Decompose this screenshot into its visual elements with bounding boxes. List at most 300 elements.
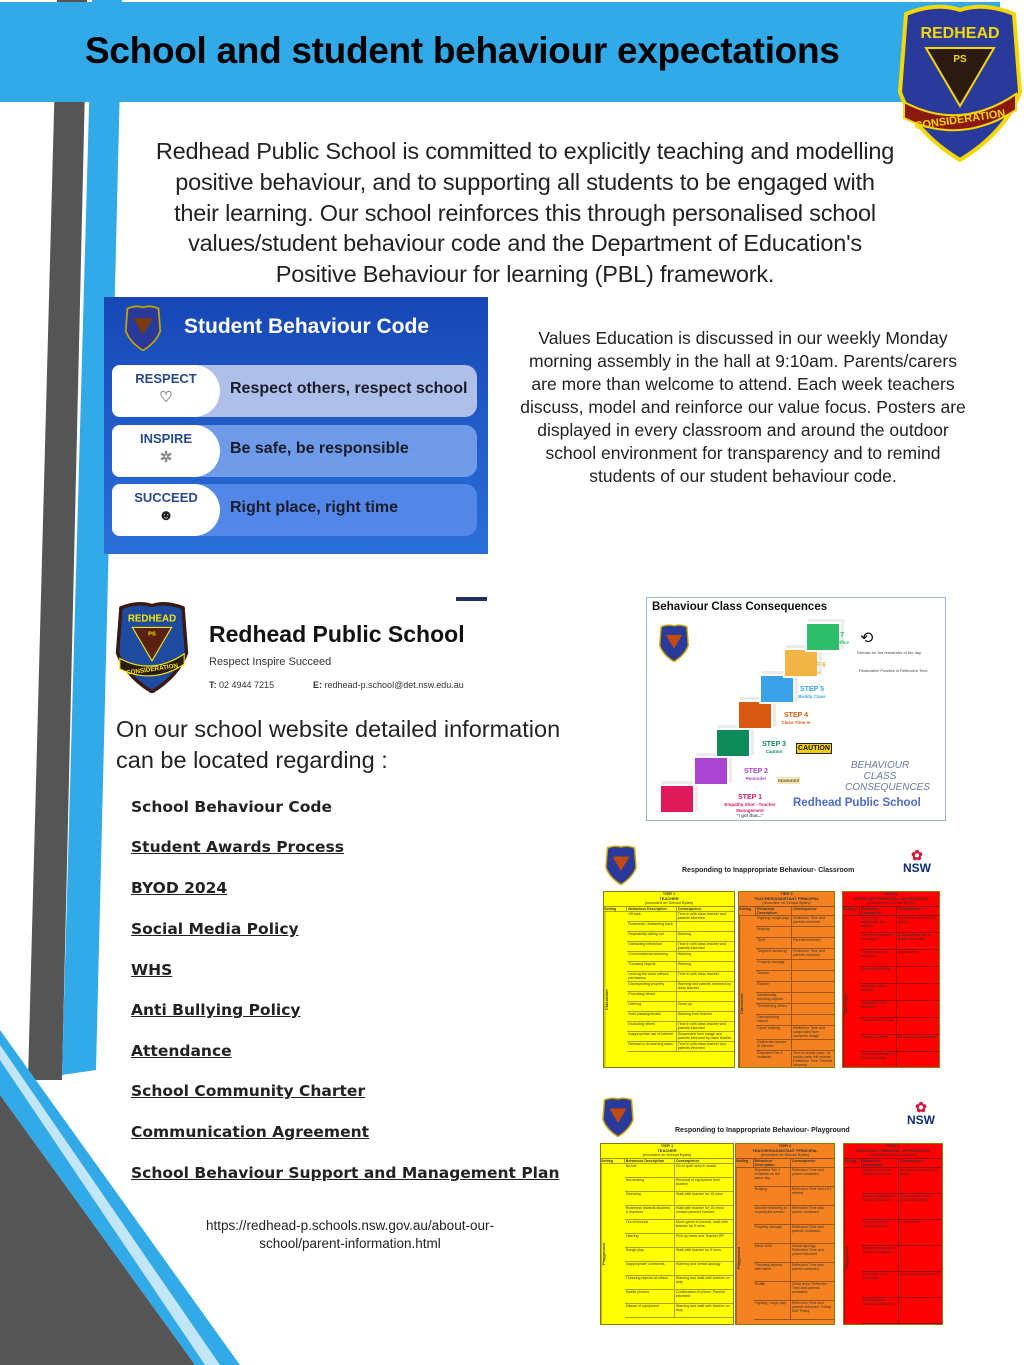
table-row — [625, 1178, 733, 1192]
table-row — [756, 982, 834, 993]
intro-line: values/student behaviour code and the Department of Education's — [188, 230, 862, 257]
table-text: Unacceptable risk to health and safety — [899, 1193, 933, 1203]
table-text: Misuse of equipment — [625, 1304, 675, 1317]
table-text — [792, 1004, 834, 1014]
page-title: School and student behaviour expectations — [85, 30, 840, 71]
step-number: STEP 4 — [784, 712, 808, 719]
table-row — [860, 984, 939, 1001]
table-row — [860, 1035, 939, 1052]
table-row — [627, 1042, 734, 1052]
code-label: INSPIRE — [139, 431, 192, 446]
step-description: Reminder — [745, 776, 767, 781]
table-text: Discriminatory, sexual harassment — [862, 1298, 899, 1323]
code-text: Respect others, respect school — [230, 380, 468, 397]
table-row — [625, 1192, 733, 1206]
table-row — [754, 1301, 834, 1320]
table-text: Intentional aggression and violence — [860, 916, 896, 932]
table-row — [625, 1248, 733, 1262]
column-header: Consequence — [793, 906, 817, 911]
code-row-succeed — [112, 484, 477, 536]
setting-cell: Classroom — [604, 912, 627, 1068]
school-crest-small — [604, 845, 638, 885]
code-label: RESPECT — [135, 371, 197, 386]
table-row — [754, 1225, 834, 1244]
code-row-inspire — [112, 425, 477, 477]
team-icon: ✲ — [159, 449, 173, 466]
step-label — [799, 662, 829, 676]
table-row — [862, 1220, 942, 1246]
column-header: Behaviour Description — [754, 1159, 791, 1167]
table-text — [736, 1168, 834, 1325]
table-text — [897, 1052, 939, 1068]
table-row — [860, 967, 939, 984]
column-header: Behaviour Description — [860, 907, 896, 915]
table-text: Reflection Time and parents informed — [793, 948, 825, 958]
tier-1-table — [603, 891, 735, 1068]
table-row — [627, 1022, 734, 1032]
table-row — [754, 1282, 834, 1301]
website-url[interactable] — [180, 1217, 520, 1253]
tier-2-table — [738, 891, 835, 1068]
step-description: Office — [807, 670, 821, 675]
column-header: Consequence — [677, 906, 702, 911]
table-text: Sent to buddy class. 2x buddy class will warrant Reflection Time. Parents informed — [793, 1050, 833, 1068]
consequences-caption: BEHAVIOUR CLASS CONSEQUENCES — [845, 760, 931, 793]
values-line: Values Education is discussed in our weekly Monday — [538, 328, 948, 348]
step-label — [810, 632, 854, 646]
student-idea-icon: ☻ — [158, 507, 174, 524]
svg-text:PS: PS — [148, 631, 156, 638]
table-text: Fighting, physical violent behaviour — [862, 1168, 899, 1193]
table-text — [677, 992, 734, 1001]
values-education-text — [517, 327, 969, 488]
svg-text:CONSIDERATION: CONSIDERATION — [913, 107, 1007, 133]
table-text: Suspended from usage and parents informed by class teacher — [677, 1031, 732, 1040]
table-text: Repeated Tier 2 incidents — [860, 1001, 896, 1017]
table-text: Clean up — [677, 1001, 693, 1006]
table-text: Property damage — [756, 960, 792, 970]
table-row — [862, 1298, 942, 1324]
table-text: Repeated cyber bullying — [860, 984, 896, 1000]
table-text: Throwing objects at others — [625, 1276, 675, 1289]
table-text: Intentionally throwing objects — [756, 993, 792, 1003]
setting-cell: Playground — [844, 1168, 862, 1325]
table-row — [862, 1272, 942, 1298]
table-text: Graffiti — [754, 1282, 791, 1300]
step-number: STEP 5 — [800, 686, 824, 693]
table-row — [860, 1018, 939, 1035]
step-cube — [659, 784, 695, 814]
table-text: Move game in bounds, walk with teacher for 5 mins — [675, 1219, 728, 1228]
column-header: Setting — [844, 1159, 862, 1167]
table-text: Distracting behaviour — [627, 942, 676, 951]
link-attendance[interactable]: Attendance — [131, 1042, 232, 1060]
table-text — [604, 912, 734, 1068]
table-row — [756, 1004, 834, 1015]
table-row — [860, 916, 939, 933]
table-text: Repeated Tier 1 incidents on the same day — [754, 1168, 791, 1186]
link-student-awards-process[interactable]: Student Awards Process — [131, 838, 344, 856]
table-text: Racism — [756, 982, 792, 992]
step-label — [739, 768, 773, 782]
letterhead-crest-logo — [111, 601, 193, 693]
table-text — [792, 993, 834, 1003]
step-description: Buddy Class — [798, 694, 826, 699]
table-text: Not sharing — [625, 1178, 675, 1191]
table-text: Confiscation of phone. Parents informed — [675, 1289, 726, 1298]
step-description: Caution — [765, 749, 783, 754]
table-text: Warning and walk with teacher on duty — [675, 1275, 730, 1284]
table-text: Going or leaving school grounds — [862, 1220, 899, 1245]
intro-line: Positive Behaviour for learning (PBL) framework. — [275, 261, 775, 288]
phone-label: T: — [209, 680, 217, 690]
table-text: Reflection Time and parent contacted — [791, 1205, 824, 1215]
student-behaviour-code-image — [104, 297, 488, 554]
classroom-behaviour-table-image — [600, 845, 945, 1075]
setting-cell: Classroom — [843, 916, 860, 1068]
table-text: Reflection Time and parents informed. Follow DoE Policy — [791, 1300, 832, 1314]
table-text — [792, 960, 834, 970]
values-line: school environment for transparency and to remind — [545, 443, 941, 463]
behaviour-class-consequences-image — [646, 597, 946, 821]
table-row — [756, 1040, 834, 1051]
table-text: Inappropriate use of internet — [627, 1032, 676, 1041]
table-text — [736, 1144, 834, 1159]
table-text — [739, 916, 834, 1068]
column-header: Behaviour Description — [625, 1159, 675, 1163]
table-text: Time in with class teacher and parents informed — [677, 1021, 726, 1030]
table-text: Parents informed — [793, 937, 821, 942]
table-text: Excluding others — [627, 1022, 676, 1031]
link-social-media-policy[interactable]: Social Media Policy — [131, 920, 299, 938]
tier-heading: TEACHER — [659, 895, 679, 901]
intro-line: Redhead Public School is committed to explicitly teaching and modelling — [155, 138, 895, 164]
table-row — [860, 950, 939, 967]
table-text: Verbal apology, Reflection Time and parent informed — [791, 1243, 824, 1257]
table-text: Continued Tier 2 behaviour — [862, 1272, 899, 1297]
table-text — [897, 967, 939, 983]
tier-1-table — [600, 1143, 734, 1325]
tier-heading: (recorded on School Bytes) — [642, 1152, 692, 1157]
link-school-behaviour-code[interactable]: School Behaviour Code — [131, 798, 332, 816]
table-text: Warning and verbal apology — [675, 1261, 721, 1266]
table-text: Abusive swearing at a particular person — [754, 1206, 791, 1224]
table-text — [739, 907, 834, 916]
table-row — [627, 932, 734, 942]
school-crest-small — [601, 1097, 635, 1137]
table-text: Disrespecting visitors — [756, 1015, 792, 1025]
nsw-logo — [907, 1101, 935, 1127]
table-text — [844, 1144, 942, 1159]
table-row — [754, 1263, 834, 1282]
link-communication-agreement[interactable]: Communication Agreement — [131, 1123, 370, 1141]
return-arrow-icon: ⟲ — [860, 630, 874, 647]
table-text — [754, 1168, 834, 1325]
table-row — [627, 1002, 734, 1012]
step-cube — [737, 700, 773, 730]
table-text: Targeted swearing — [756, 949, 792, 959]
table-text: Out of bounds — [625, 1220, 675, 1233]
table-row — [756, 949, 834, 960]
table-text: Leaving the room without permission — [627, 972, 676, 981]
column-header: Behaviour Description — [627, 907, 676, 911]
tier-3-table — [842, 891, 940, 1068]
table-text: (At principal's discretion) — [899, 1271, 939, 1276]
url-line[interactable]: school/parent-information.html — [259, 1236, 441, 1251]
table-text: Fighting, rough play — [754, 1301, 791, 1319]
svg-text:REDHEAD: REDHEAD — [127, 613, 177, 625]
table-text: Reflection Time and parent contacted — [791, 1167, 824, 1177]
setting-cell: Playground — [736, 1168, 754, 1325]
table-text: Reflection Time and LST referral — [791, 1186, 832, 1196]
code-text: Be safe, be responsible — [230, 440, 409, 457]
tier-2-table — [735, 1143, 835, 1325]
tier-heading: ASSISTANT PRINCIPAL OR PRINCIPAL — [853, 895, 929, 901]
table-row — [756, 927, 834, 938]
column-header: Setting — [739, 907, 756, 915]
link-whs[interactable]: WHS — [131, 961, 173, 979]
table-row — [862, 1246, 942, 1272]
step-number: STEP 3 — [762, 741, 786, 748]
table-text: Bullying — [754, 1187, 791, 1205]
table-row — [756, 938, 834, 949]
table-text: Reflection Time and parents informed — [793, 915, 825, 925]
tier-3-table — [843, 1143, 943, 1325]
values-line: are more than welcome to attend. Each week teachers — [531, 374, 955, 394]
table-text: Rough play — [625, 1248, 675, 1261]
code-label: SUCCEED — [134, 490, 198, 505]
letterhead-email — [313, 680, 464, 690]
table-row — [754, 1206, 834, 1225]
table-title: Responding to Inappropriate Behaviour- Playground — [675, 1127, 850, 1134]
table-text: Warning from teacher — [677, 1011, 713, 1016]
column-header: Consequence — [675, 1158, 700, 1163]
table-row — [627, 992, 734, 1002]
table-row — [625, 1262, 733, 1276]
table-text: Suspension as per DoE policy — [899, 1167, 938, 1177]
table-text: Time in with class teacher and parents informed — [677, 1041, 726, 1050]
svg-text:CONSIDERATION: CONSIDERATION — [125, 662, 179, 677]
table-row — [754, 1187, 834, 1206]
table-row — [627, 942, 734, 952]
table-text — [844, 1168, 942, 1325]
table-text — [860, 916, 939, 1068]
table-text — [843, 892, 939, 907]
tier-heading: TIER 3 — [886, 1143, 900, 1148]
step-label — [757, 741, 791, 755]
table-text: Stealing of items — [860, 1035, 896, 1051]
table-row — [756, 1051, 834, 1068]
table-text: Littering — [627, 1002, 676, 1011]
link-behaviour-support-plan[interactable]: School Behaviour Support and Management Plan — [131, 1164, 560, 1182]
table-text: Swearing — [625, 1192, 675, 1205]
step-description: Class Time In — [781, 720, 811, 725]
table-row — [625, 1234, 733, 1248]
table-row — [625, 1164, 733, 1178]
table-text: Go to quiet area in shade — [675, 1163, 717, 1168]
column-header: Consequence — [791, 1158, 816, 1163]
table-row — [627, 982, 734, 992]
table-text — [843, 916, 939, 1068]
table-text: Reflection Time and parent contacted — [791, 1262, 824, 1272]
table-text: Malicious damage to a level of property — [862, 1246, 899, 1271]
table-text: Disrespecting property — [627, 982, 676, 991]
step-description: Empathy Shot - Teacher Management — [724, 802, 776, 813]
code-row-respect — [112, 365, 477, 417]
table-text: Actual harm — [899, 1219, 920, 1224]
table-text: Throwing objects — [627, 962, 676, 971]
table-text — [756, 916, 834, 1068]
intro-line: their learning. Our school reinforces this through personalised school — [174, 199, 876, 226]
table-text: Theft — [756, 938, 792, 948]
table-text — [792, 1040, 834, 1050]
tier-heading: TIER 2 — [778, 1143, 792, 1148]
reminder-sign: REMINDER — [778, 778, 800, 783]
table-text: Repeatedly calling out — [627, 932, 676, 941]
table-text — [844, 1159, 942, 1168]
table-text: Malicious damage to school property — [860, 1052, 896, 1068]
table-text: Cyber bullying — [756, 1026, 792, 1039]
table-text — [843, 907, 939, 916]
svg-text:PS: PS — [953, 54, 967, 65]
column-header: Consequence — [899, 1158, 924, 1163]
table-text: Suspension as per DoE policy — [897, 915, 936, 925]
table-text — [897, 984, 939, 1000]
table-text: Rudeness towards students & teachers — [625, 1206, 675, 1219]
tier-heading: (recorded on School Bytes) — [762, 900, 811, 905]
table-text: Note passing/emails — [627, 1012, 676, 1021]
table-row — [860, 933, 939, 950]
letterhead-tagline: Respect Inspire Succeed — [209, 656, 332, 668]
table-text: Refusal to do learning tasks — [627, 1042, 676, 1051]
step-cube — [759, 674, 795, 704]
letterhead-phone — [209, 680, 274, 690]
table-row — [625, 1206, 733, 1220]
lead-line: can be located regarding : — [116, 747, 388, 773]
tier-heading: TIER 1 — [662, 891, 676, 896]
table-text — [899, 1246, 942, 1271]
table-text: (At principal's discretion) — [897, 1034, 937, 1039]
code-text: Right place, right time — [230, 499, 399, 516]
tier-heading: TEACHER — [657, 1147, 677, 1153]
table-text: Reflection Time and suspended from computer usage — [793, 1025, 825, 1039]
caution-sign: CAUTION — [796, 743, 832, 754]
table-row — [860, 1052, 939, 1068]
table-row — [625, 1290, 733, 1304]
link-byod-2024[interactable]: BYOD 2024 — [131, 879, 228, 897]
column-header: Consequence — [897, 906, 922, 911]
table-text: Warning — [677, 931, 691, 936]
email-label: E: — [313, 680, 322, 690]
table-text: Possession of drugs — [860, 1018, 896, 1034]
table-row — [756, 916, 834, 927]
table-text: Minor theft — [754, 1244, 791, 1262]
values-line: discuss, model and reinforce our value focus. Posters are — [520, 397, 966, 417]
table-text: Use of an implement or weapon — [860, 933, 896, 949]
table-text: Warning — [677, 951, 691, 956]
column-header: Behaviour Description — [756, 907, 792, 915]
table-text — [739, 892, 834, 907]
tier-heading: TEACHER/ASSISTANT PRINCIPAL — [753, 895, 820, 901]
svg-text:REDHEAD: REDHEAD — [920, 25, 1000, 42]
table-row — [862, 1168, 942, 1194]
table-text: Reflection Time and parents contacted — [791, 1224, 824, 1234]
table-text — [604, 892, 734, 907]
table-text: Removal of equipment from student — [675, 1177, 721, 1186]
step6-note: Restorative Practice in Reflection Time — [859, 668, 928, 673]
step-description: Return to Office — [814, 640, 849, 645]
table-row — [627, 1032, 734, 1042]
table-text: Clean area, Reflection Time and parents contacted — [791, 1281, 828, 1295]
table-text — [862, 1168, 942, 1325]
intro-line: positive behaviour, and to supporting all students to be engaged with — [175, 168, 875, 195]
phone-value: 02 4944 7215 — [219, 680, 275, 690]
table-row — [756, 993, 834, 1004]
tier-heading: (recorded on School Bytes) — [644, 900, 694, 905]
values-line: morning assembly in the hall at 9:10am. Parents/carers — [529, 351, 957, 371]
table-row — [754, 1244, 834, 1263]
link-anti-bullying-policy[interactable]: Anti Bullying Policy — [131, 1001, 301, 1019]
setting-cell: Classroom — [739, 916, 756, 1068]
table-text: Verbally abusing teachers — [860, 950, 896, 966]
table-text: Conversational swearing — [627, 952, 676, 961]
nsw-logo — [903, 849, 931, 875]
table-text: Time in with class teacher — [677, 971, 719, 976]
table-text: Rudeness / Answering back — [627, 922, 676, 931]
table-text: Warning and walk with teacher on duty — [675, 1303, 730, 1312]
table-text: Warning and parents informed by class teacher — [677, 981, 731, 990]
column-header: Setting — [843, 907, 860, 915]
step-label — [717, 794, 783, 819]
column-header: Setting — [604, 907, 627, 911]
table-text: Walk with teacher for 15 mins — [675, 1191, 723, 1196]
behaviour-code-title: Student Behaviour Code — [184, 315, 430, 338]
table-text: Inappropriate comments — [625, 1262, 675, 1275]
tier-heading: (recorded on School Bytes) — [866, 900, 916, 905]
tier-heading: (recorded on School Bytes) — [760, 1152, 810, 1157]
waratah-icon: ✿ — [911, 847, 923, 863]
table-text: NSW — [907, 1113, 935, 1127]
table-text: Walk with teacher for 15 mins/ contact parent if needed — [675, 1205, 724, 1214]
table-text — [897, 1001, 939, 1017]
step-label — [777, 712, 815, 726]
table-text: Warning — [677, 961, 691, 966]
setting-cell: Playground — [601, 1164, 625, 1325]
table-row — [862, 1194, 942, 1220]
step-number: STEP 2 — [744, 768, 768, 775]
table-text: NSW — [903, 861, 931, 875]
step-number: STEP 1 — [738, 794, 762, 801]
table-text: Threatening others — [756, 1004, 792, 1014]
table-text — [792, 1015, 834, 1025]
hands-heart-icon: ♡ — [159, 389, 173, 406]
tier-heading: TIER 1 — [660, 1143, 674, 1148]
school-crest-small — [122, 305, 164, 351]
link-school-community-charter[interactable]: School Community Charter — [131, 1082, 366, 1100]
tier-heading: TIER 2 — [780, 891, 793, 896]
column-header: Behaviour Description — [862, 1159, 899, 1167]
tier-heading: (recorded on School Bytes) — [868, 1152, 918, 1157]
table-text — [792, 927, 834, 937]
table-row — [756, 960, 834, 971]
consequences-school-name: Redhead Public School — [793, 797, 921, 809]
table-row — [625, 1220, 733, 1234]
table-text: Fighting, rough play — [756, 916, 792, 926]
table-row — [754, 1168, 834, 1187]
url-line[interactable]: https://redhead-p.schools.nsw.gov.au/about-our- — [206, 1218, 494, 1233]
divider-bar — [456, 597, 487, 601]
table-text: Provoking others — [627, 992, 676, 1001]
